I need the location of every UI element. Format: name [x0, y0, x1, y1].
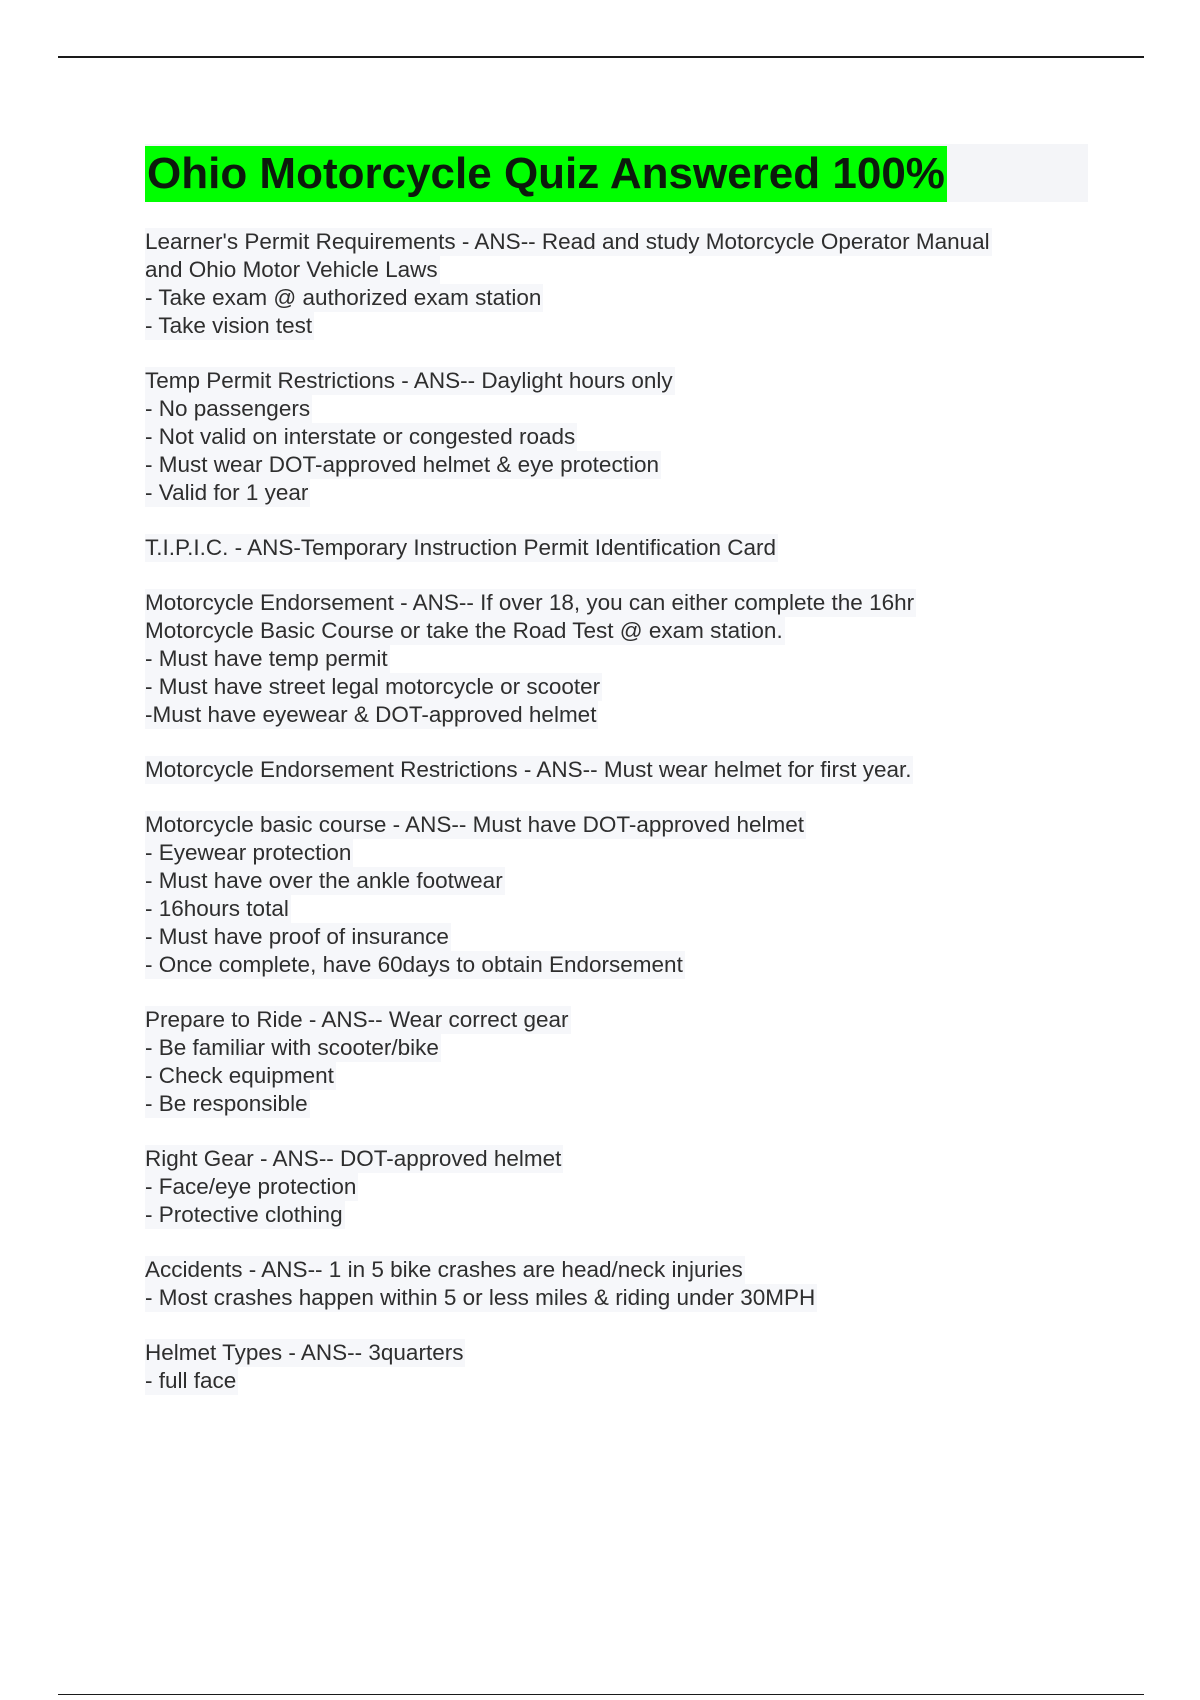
qa-answer-line: - Be familiar with scooter/bike	[145, 1035, 439, 1060]
qa-answer-line: - Take vision test	[145, 313, 313, 338]
qa-entry	[145, 1339, 1065, 1395]
qa-question-line: Right Gear - ANS-- DOT-approved helmet	[145, 1146, 562, 1171]
qa-question-line: Prepare to Ride - ANS-- Wear correct gear	[145, 1007, 569, 1032]
qa-question-line: Accidents - ANS-- 1 in 5 bike crashes are head/neck injuries	[145, 1257, 743, 1282]
qa-question-line: Learner's Permit Requirements - ANS-- Read and study Motorcycle Operator Manual	[145, 229, 990, 254]
qa-answer-line: - Must have over the ankle footwear	[145, 868, 503, 893]
qa-answer-line: - Be responsible	[145, 1091, 308, 1116]
qa-question-line: Motorcycle basic course - ANS-- Must have DOT-approved helmet	[145, 812, 804, 837]
footer-rule	[58, 1694, 1144, 1695]
qa-answer-line: - full face	[145, 1368, 237, 1393]
qa-answer-line: - Take exam @ authorized exam station	[145, 285, 542, 310]
qa-answer-line: - Must have temp permit	[145, 646, 388, 671]
qa-question-line: Temp Permit Restrictions - ANS-- Daylight hours only	[145, 368, 673, 393]
qa-entry	[145, 1006, 1065, 1118]
qa-answer-line: - Protective clothing	[145, 1202, 343, 1227]
qa-entry	[145, 1256, 1065, 1312]
qa-entry	[145, 756, 1065, 784]
qa-answer-line: -Must have eyewear & DOT-approved helmet	[145, 702, 597, 727]
qa-answer-line: - Must wear DOT-approved helmet & eye protection	[145, 452, 659, 477]
qa-answer-line: - Most crashes happen within 5 or less miles & riding under 30MPH	[145, 1285, 816, 1310]
qa-entry	[145, 228, 1065, 340]
qa-answer-line: - Face/eye protection	[145, 1174, 357, 1199]
qa-answer-line: - 16hours total	[145, 896, 289, 921]
qa-answer-line: - Valid for 1 year	[145, 480, 309, 505]
qa-answer-line: Motorcycle Basic Course or take the Road Test @ exam station.	[145, 618, 783, 643]
document-title: Ohio Motorcycle Quiz Answered 100%	[145, 146, 947, 202]
qa-entry	[145, 1145, 1065, 1229]
qa-question-line: Motorcycle Endorsement - ANS-- If over 18, you can either complete the 16hr	[145, 590, 915, 615]
qa-question-line: Motorcycle Endorsement Restrictions - ANS-- Must wear helmet for first year.	[145, 757, 912, 782]
qa-answer-line: - Must have proof of insurance	[145, 924, 449, 949]
qa-answer-line: and Ohio Motor Vehicle Laws	[145, 257, 438, 282]
qa-answer-line: - Check equipment	[145, 1063, 334, 1088]
qa-answer-line: - Not valid on interstate or congested roads	[145, 424, 576, 449]
qa-answer-line: - No passengers	[145, 396, 311, 421]
qa-entry	[145, 367, 1065, 507]
qa-entry	[145, 589, 1065, 729]
qa-entry	[145, 811, 1065, 979]
document-body	[145, 228, 1065, 1422]
qa-entry	[145, 534, 1065, 562]
qa-answer-line: - Must have street legal motorcycle or scooter	[145, 674, 601, 699]
qa-answer-line: - Once complete, have 60days to obtain Endorsement	[145, 952, 683, 977]
qa-question-line: T.I.P.I.C. - ANS-Temporary Instruction Permit Identification Card	[145, 535, 777, 560]
header-rule	[58, 56, 1144, 58]
qa-question-line: Helmet Types - ANS-- 3quarters	[145, 1340, 464, 1365]
qa-answer-line: - Eyewear protection	[145, 840, 352, 865]
